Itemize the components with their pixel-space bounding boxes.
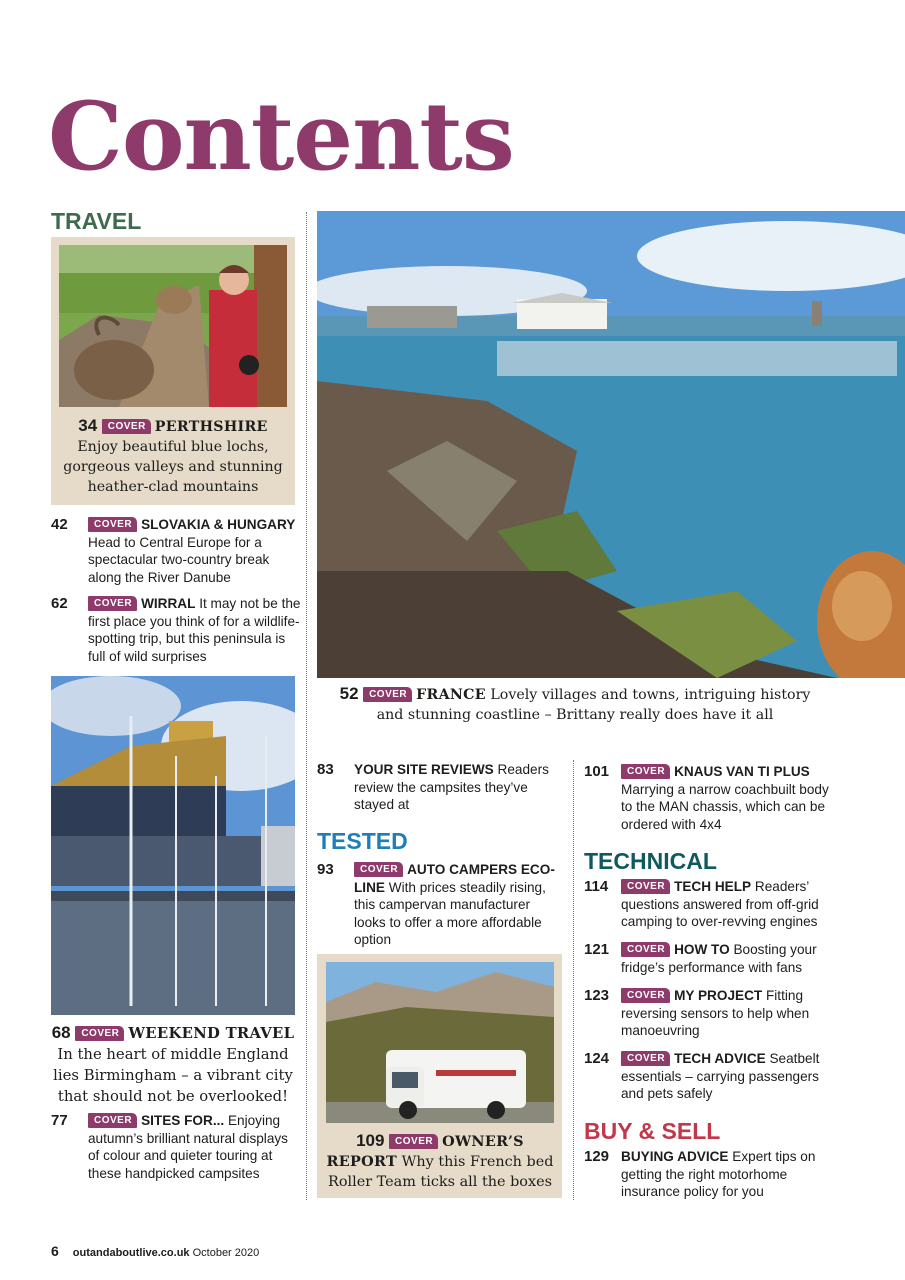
birmingham-library-photo: [51, 676, 295, 1015]
cover-badge: COVER: [88, 1113, 137, 1128]
feature-name: OWNER’S REPORT: [326, 1133, 524, 1170]
roller-team-motorhome-photo: [326, 962, 554, 1123]
item-number: 123: [584, 987, 610, 1004]
section-heading-travel: TRAVEL: [51, 208, 142, 234]
item-desc: Boosting your fridge’s performance with fans: [621, 942, 817, 975]
cover-badge: COVER: [363, 687, 412, 702]
item-name: TECH ADVICE: [674, 1051, 766, 1066]
section-heading-technical: TECHNICAL: [584, 848, 717, 874]
item-name: YOUR SITE REVIEWS: [354, 762, 494, 777]
item-number: 42: [51, 516, 68, 533]
feature-name: WEEKEND TRAVEL: [128, 1025, 295, 1042]
item-desc: Head to Central Europe for a spectacular two-country break along the River Danube: [88, 534, 270, 585]
item-name: KNAUS VAN TI PLUS: [674, 764, 810, 779]
page-number: 6: [51, 1243, 59, 1259]
item-number: 114: [584, 878, 609, 895]
list-item-slovakia[interactable]: [51, 516, 301, 586]
item-name: WIRRAL: [141, 596, 196, 611]
issue-date: October 2020: [192, 1247, 260, 1259]
item-desc: Enjoying autumn’s brilliant natural displays of colour and quieter touring at these handpicked campsites: [88, 1113, 288, 1181]
item-number: 62: [51, 595, 68, 612]
item-desc: With prices steadily rising, this campervan manufacturer looks to offer a more affordable option: [354, 879, 546, 947]
cover-badge: COVER: [88, 596, 137, 611]
page-footer: [51, 1243, 259, 1259]
item-number: 83: [317, 761, 334, 778]
item-desc: Marrying a narrow coachbuilt body to the MAN chassis, which can be ordered with 4x4: [621, 781, 829, 832]
list-item-how-to[interactable]: [584, 941, 829, 976]
cover-badge: COVER: [621, 879, 670, 894]
cover-badge: COVER: [88, 517, 137, 532]
list-item-my-project[interactable]: [584, 987, 829, 1040]
column-divider-left: [306, 212, 307, 1200]
website-link[interactable]: outandaboutlive.co.uk: [72, 1247, 190, 1259]
item-name: SLOVAKIA & HUNGARY: [141, 517, 296, 532]
feature-france: [330, 684, 820, 725]
item-number: 129: [584, 1148, 610, 1165]
list-item-sites-for[interactable]: [51, 1112, 291, 1182]
item-desc: Readers’ questions answered from off-grid camping to over-revving engines: [621, 879, 819, 929]
section-heading-buy-sell: BUY & SELL: [584, 1118, 721, 1144]
item-name: TECH HELP: [674, 879, 752, 894]
item-number: 101: [584, 763, 610, 780]
item-desc: Fitting reversing sensors to help when manoeuvring: [621, 988, 810, 1038]
feature-name: PERTHSHIRE: [154, 419, 268, 435]
list-item-tech-advice[interactable]: [584, 1050, 829, 1103]
feature-weekend-travel: [51, 1022, 295, 1107]
feature-name: FRANCE: [416, 687, 486, 703]
cover-badge: COVER: [102, 419, 151, 434]
item-number: 93: [317, 861, 334, 878]
cover-badge: COVER: [621, 764, 670, 779]
list-item-site-reviews[interactable]: [317, 761, 562, 814]
cover-badge: COVER: [621, 988, 670, 1003]
list-item-wirral[interactable]: [51, 595, 301, 665]
perthshire-photo: [59, 245, 287, 407]
item-number: 77: [51, 1112, 68, 1129]
list-item-knaus[interactable]: [584, 763, 834, 833]
list-item-tech-help[interactable]: [584, 878, 839, 931]
item-desc: Readers review the campsites they’ve stayed at: [354, 762, 549, 812]
item-name: MY PROJECT: [674, 988, 763, 1003]
feature-number: 52: [339, 684, 359, 703]
feature-desc: In the heart of middle England lies Birmingham – a vibrant city that should not be overlooked!: [53, 1046, 293, 1105]
list-item-buying-advice[interactable]: [584, 1148, 829, 1201]
item-desc: It may not be the first place you think of for a wildlife-spotting trip, but this peninsula is full of wild surprises: [88, 596, 301, 664]
brittany-harbour-photo: [317, 211, 905, 678]
feature-desc: Lovely villages and towns, intriguing history and stunning coastline – Brittany really does have it all: [376, 687, 811, 723]
feature-perthshire: [58, 416, 288, 497]
feature-number: 34: [78, 416, 98, 435]
item-desc: Seatbelt essentials – carrying passengers and pets safely: [621, 1051, 820, 1101]
item-name: BUYING ADVICE: [621, 1149, 729, 1164]
cover-badge: COVER: [75, 1026, 124, 1041]
feature-owners-report: [321, 1131, 559, 1192]
cover-badge: COVER: [354, 862, 403, 877]
item-name: HOW TO: [674, 942, 730, 957]
feature-desc: Enjoy beautiful blue lochs, gorgeous valleys and stunning heather-clad mountains: [63, 439, 283, 495]
feature-number: 109: [356, 1131, 385, 1150]
item-number: 124: [584, 1050, 610, 1067]
cover-badge: COVER: [389, 1134, 438, 1149]
column-divider-right: [573, 760, 574, 1200]
feature-desc: Why this French bed Roller Team ticks all the boxes: [328, 1154, 554, 1190]
cover-badge: COVER: [621, 942, 670, 957]
page-title: Contents: [48, 82, 514, 192]
item-desc: Expert tips on getting the right motorhome insurance policy for you: [621, 1149, 816, 1199]
cover-badge: COVER: [621, 1051, 670, 1066]
item-number: 121: [584, 941, 610, 958]
item-name: SITES FOR...: [141, 1113, 225, 1128]
section-heading-tested: TESTED: [317, 828, 408, 854]
list-item-auto-campers[interactable]: [317, 861, 562, 949]
item-name: AUTO CAMPERS ECO-LINE: [354, 862, 555, 895]
feature-number: 68: [51, 1023, 71, 1042]
